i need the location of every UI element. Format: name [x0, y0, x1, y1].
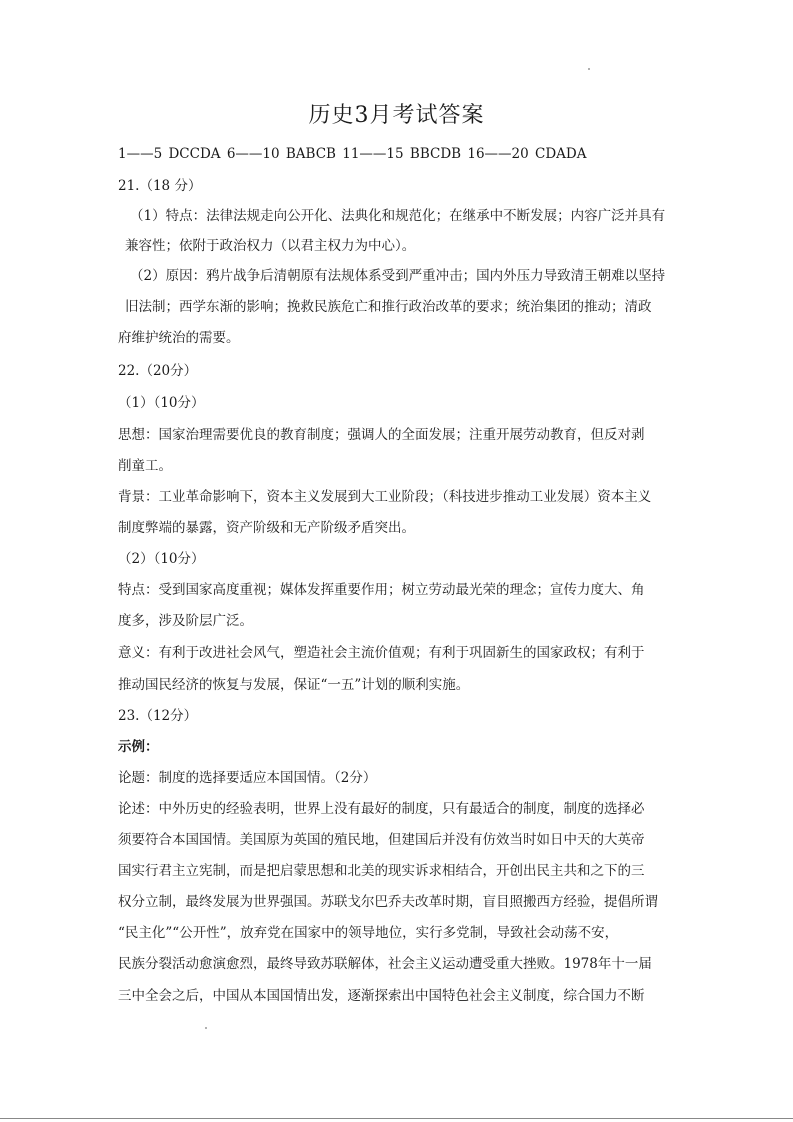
scan-speck	[588, 68, 590, 70]
q21-heading: 21.（18 分）	[118, 178, 202, 194]
scan-speck	[205, 1027, 207, 1029]
q21-part2-line1: （2）原因：鸦片战争后清朝原有法规体系受到严重冲击；国内外压力导致清王朝难以坚持	[130, 268, 666, 284]
q22-features-line2: 度多，涉及阶层广泛。	[118, 613, 253, 629]
q21-part1-line2: 兼容性；依附于政治权力（以君主权力为中心）。	[125, 238, 416, 254]
q22-background-line2: 制度弊端的暴露，资产阶级和无产阶级矛盾突出。	[118, 520, 415, 536]
q22-part2-heading: （2）（10分）	[118, 551, 205, 567]
page-title: 历史3月考试答案	[308, 103, 485, 128]
q22-significance-line1: 意义：有利于改进社会风气，塑造社会主流价值观；有利于巩固新生的国家政权；有利于	[118, 645, 645, 661]
q22-background-line1: 背景：工业革命影响下，资本主义发展到大工业阶段；（科技进步推动工业发展）资本主义	[118, 489, 652, 505]
multiple-choice-answers: 1——5 DCCDA 6——10 BABCB 11——15 BBCDB 16——20 CDADA	[118, 146, 587, 162]
q22-thought-line1: 思想：国家治理需要优良的教育制度；强调人的全面发展；注重开展劳动教育，但反对剥	[118, 427, 645, 443]
q23-argument-line1: 论述：中外历史的经验表明，世界上没有最好的制度，只有最适合的制度，制度的选择必	[118, 801, 645, 817]
q21-part2-line3: 府维护统治的需要。	[118, 330, 240, 346]
q21-part1-line1: （1）特点：法律法规走向公开化、法典化和规范化；在继承中不断发展；内容广泛并具有	[130, 208, 666, 224]
q22-features-line1: 特点：受到国家高度重视；媒体发挥重要作用；树立劳动最光荣的理念；宣传力度大、角	[118, 582, 645, 598]
page-bottom-rule	[0, 1118, 793, 1119]
q23-argument-line5: “民主化”“公开性”，放弃党在国家中的领导地位，实行多党制，导致社会动荡不安，	[118, 925, 619, 941]
q23-example-label: 示例：	[118, 739, 159, 755]
q23-argument-line7: 三中全会之后，中国从本国国情出发，逐渐探索出中国特色社会主义制度，综合国力不断	[118, 988, 645, 1004]
q22-thought-line2: 削童工。	[118, 458, 172, 474]
q22-significance-line2: 推动国民经济的恢复与发展，保证“一五”计划的顺利实施。	[118, 677, 470, 693]
q23-argument-line4: 权分立制，最终发展为世界强国。苏联戈尔巴乔夫改革时期，盲目照搬西方经验，提倡所谓	[118, 894, 658, 910]
q22-heading: 22.（20分）	[118, 363, 198, 379]
q23-argument-line3: 国实行君主立宪制，而是把启蒙思想和北美的现实诉求相结合，开创出民主共和之下的三	[118, 863, 645, 879]
q23-argument-line2: 须要符合本国国情。美国原为英国的殖民地，但建国后并没有仿效当时如日中天的大英帝	[118, 832, 645, 848]
q22-part1-heading: （1）（10分）	[118, 395, 205, 411]
q23-thesis: 论题：制度的选择要适应本国国情。（2分）	[118, 770, 377, 786]
q23-argument-line6: 民族分裂活动愈演愈烈，最终导致苏联解体，社会主义运动遭受重大挫败。1978年十一届	[118, 956, 652, 972]
q23-heading: 23.（12分）	[118, 708, 198, 724]
q21-part2-line2: 旧法制；西学东渐的影响；挽救民族危亡和推行政治改革的要求；统治集团的推动；清政	[125, 299, 652, 315]
